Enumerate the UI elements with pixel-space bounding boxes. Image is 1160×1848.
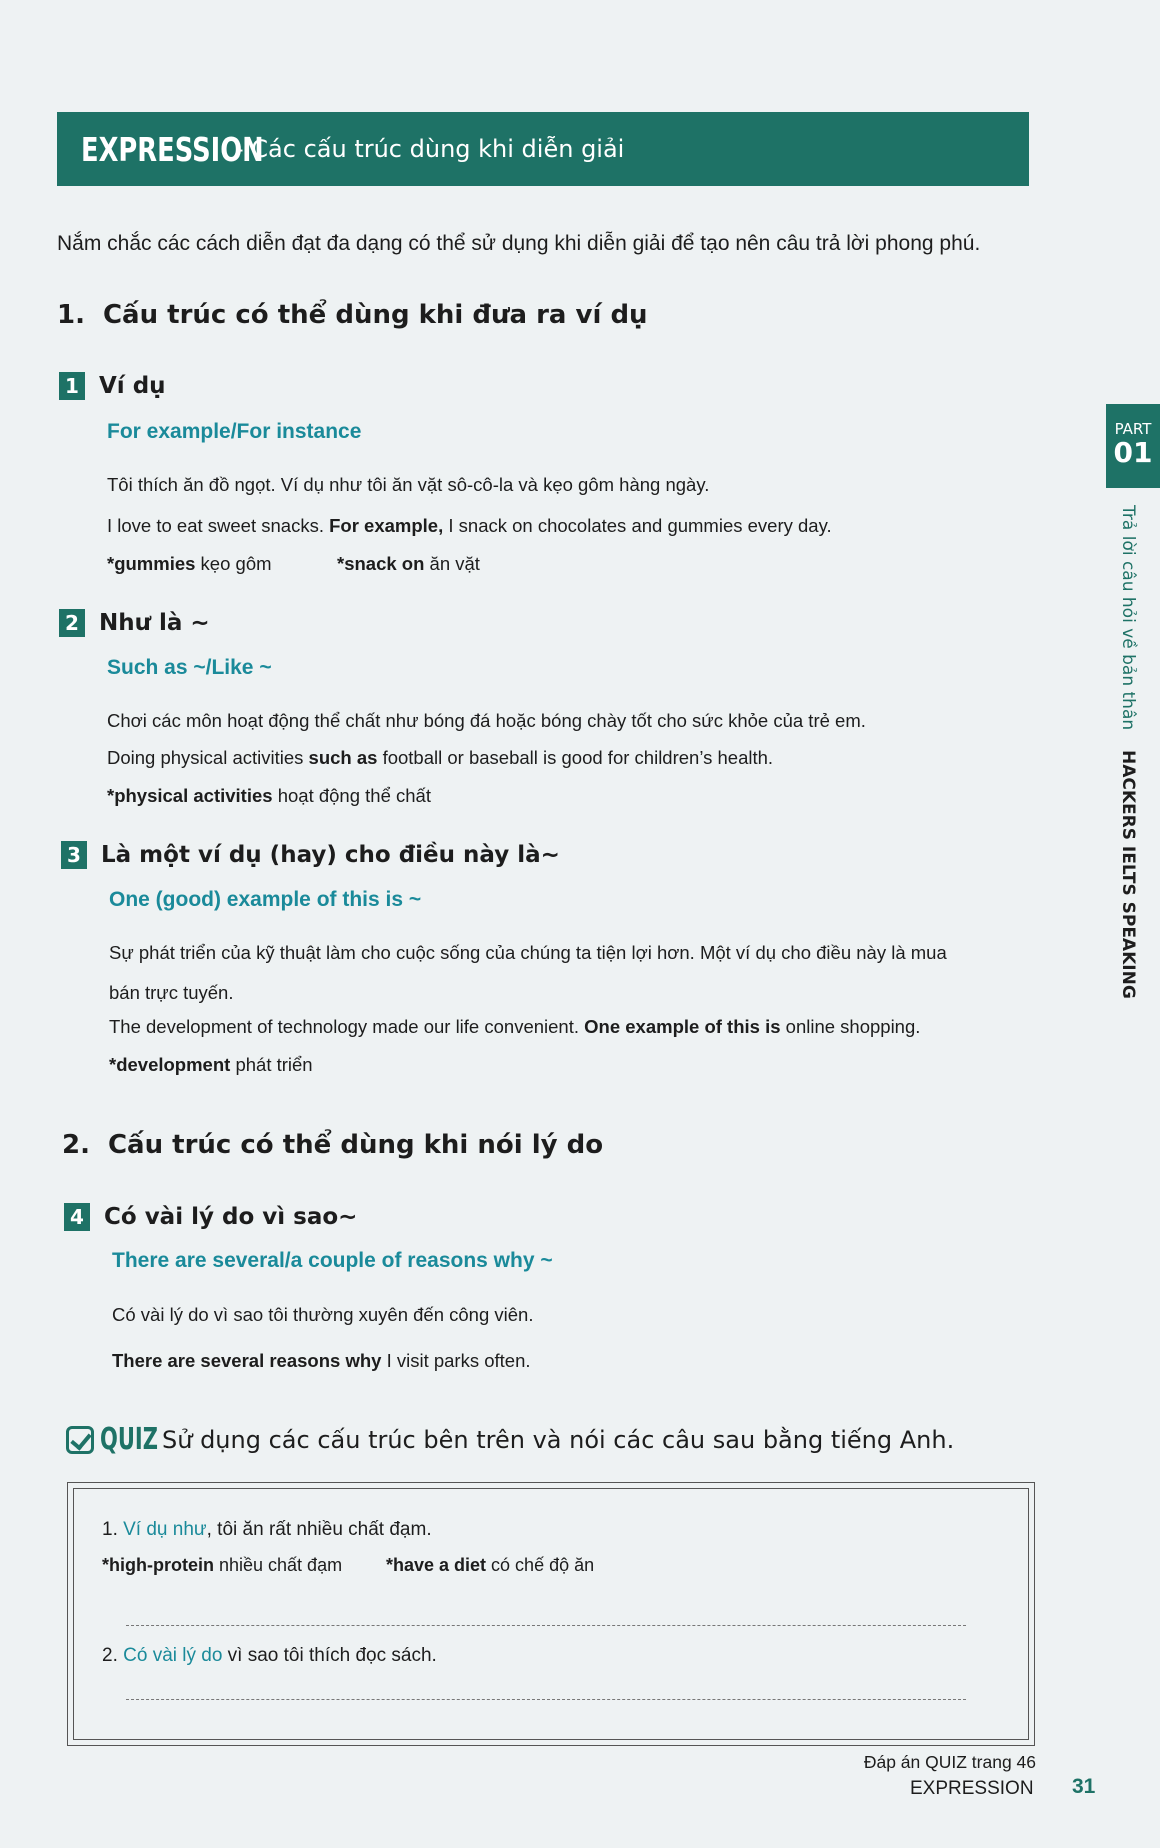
quiz-heading <box>66 1422 954 1457</box>
item-1-heading <box>59 372 166 400</box>
answer-line[interactable] <box>126 1699 966 1700</box>
footer-section-label: EXPRESSION <box>910 1778 1034 1799</box>
page-number: 31 <box>1072 1775 1096 1798</box>
vietnamese-sentence: Sự phát triển của kỹ thuật làm cho cuộc sống của chúng ta tiện lợi hơn. Một ví dụ cho điều này là mua <box>109 942 947 963</box>
item-number-badge: 3 <box>61 841 87 869</box>
item-title: Ví dụ <box>99 373 166 399</box>
vietnamese-sentence: Có vài lý do vì sao tôi thường xuyên đến công viên. <box>112 1304 534 1325</box>
english-sentence: Doing physical activities such as football or baseball is good for children’s health. <box>107 747 774 768</box>
quiz-vocab-note: *have a diet có chế độ ăn <box>386 1555 595 1575</box>
expression-phrase: For example/For instance <box>107 420 362 443</box>
header-title: EXPRESSION <box>81 129 264 169</box>
quiz-label: QUIZ <box>100 1422 158 1457</box>
vocab-note: *snack on ăn vặt <box>337 553 480 574</box>
vietnamese-sentence: Tôi thích ăn đồ ngọt. Ví dụ như tôi ăn vặt sô-cô-la và kẹo gôm hàng ngày. <box>107 474 710 495</box>
quiz-question-2: 2. Có vài lý do vì sao tôi thích đọc sách. <box>102 1645 437 1666</box>
side-running-text <box>1118 505 1138 998</box>
part-label: PART <box>1114 420 1152 438</box>
answer-line[interactable] <box>126 1625 966 1626</box>
item-2-heading <box>59 609 210 637</box>
expression-phrase: Such as ~/Like ~ <box>107 656 272 679</box>
item-4-heading <box>64 1203 357 1231</box>
part-number: 01 <box>1113 436 1153 469</box>
quiz-question-1: 1. Ví dụ như, tôi ăn rất nhiều chất đạm. <box>102 1519 432 1540</box>
vocab-note: *development phát triển <box>109 1054 313 1075</box>
item-title: Như là ~ <box>99 610 210 636</box>
item-3-heading <box>61 841 560 869</box>
section-title-examples: 1. Cấu trúc có thể dùng khi đưa ra ví dụ <box>57 300 648 330</box>
chapter-title: Trả lời câu hỏi về bản thân <box>1118 505 1138 731</box>
english-sentence: I love to eat sweet snacks. For example, I snack on chocolates and gummies every day. <box>107 515 832 536</box>
expression-phrase: One (good) example of this is ~ <box>109 888 422 911</box>
item-number-badge: 1 <box>59 372 85 400</box>
vietnamese-sentence: Chơi các môn hoạt động thể chất như bóng đá hoặc bóng chày tốt cho sức khỏe của trẻ em. <box>107 710 866 731</box>
quiz-instruction: Sử dụng các cấu trúc bên trên và nói các câu sau bằng tiếng Anh. <box>162 1425 955 1454</box>
item-number-badge: 2 <box>59 609 85 637</box>
book-brand: HACKERS IELTS SPEAKING <box>1118 749 1138 999</box>
part-tab <box>1106 404 1160 488</box>
expression-phrase: There are several/a couple of reasons why ~ <box>112 1249 553 1272</box>
quiz-vocab-note: *high-protein nhiều chất đạm <box>102 1555 343 1575</box>
item-title: Là một ví dụ (hay) cho điều này là~ <box>101 842 560 868</box>
expression-header <box>57 112 1029 186</box>
intro-text: Nắm chắc các cách diễn đạt đa dạng có thể sử dụng khi diễn giải để tạo nên câu trả lời phong phú. <box>57 232 981 255</box>
vietnamese-sentence-cont: bán trực tuyến. <box>109 982 234 1003</box>
item-number-badge: 4 <box>64 1203 90 1231</box>
vocab-note: *gummies kẹo gôm <box>107 553 272 574</box>
section-title-reasons: 2. Cấu trúc có thể dùng khi nói lý do <box>62 1130 604 1160</box>
checkbox-check-icon <box>66 1426 94 1454</box>
vocab-note: *physical activities hoạt động thể chất <box>107 785 431 806</box>
english-sentence: The development of technology made our life convenient. One example of this is online shopping. <box>109 1016 921 1037</box>
item-title: Có vài lý do vì sao~ <box>104 1204 358 1230</box>
english-sentence: There are several reasons why I visit parks often. <box>112 1350 531 1371</box>
header-subtitle: - Các cấu trúc dùng khi diễn giải <box>235 135 625 163</box>
quiz-answer-reference: Đáp án QUIZ trang 46 <box>863 1752 1036 1772</box>
